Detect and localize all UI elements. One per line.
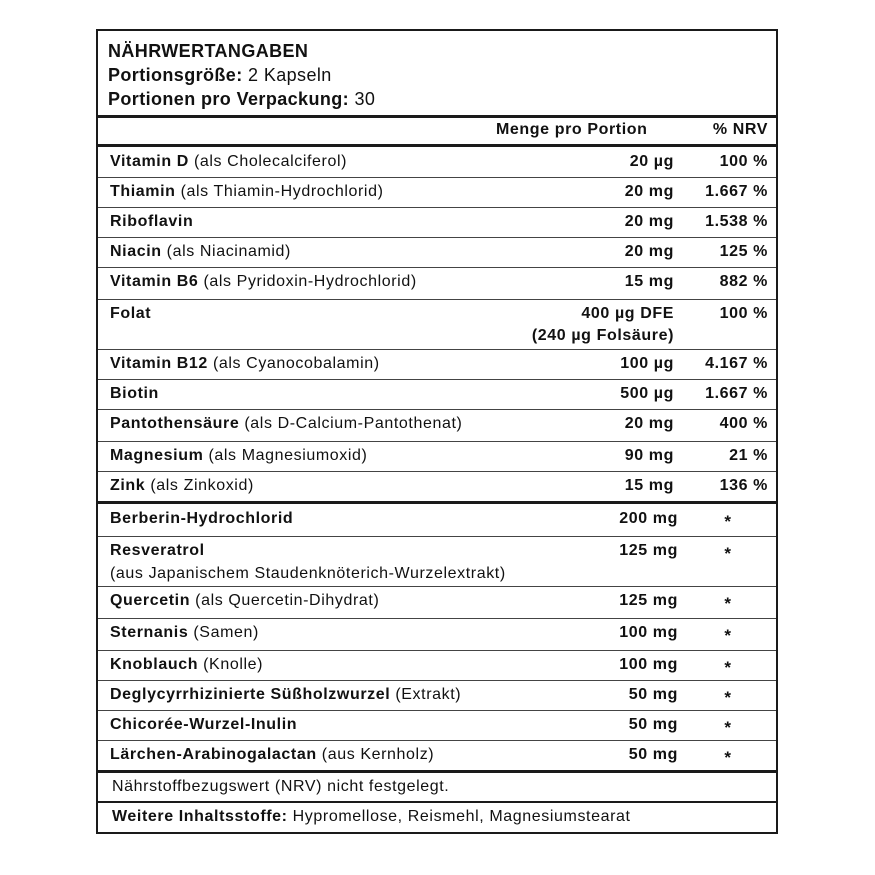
row-divider [98, 710, 776, 711]
nutrient-name-row [110, 591, 379, 611]
nutrient-name: Niacin [110, 243, 162, 260]
header-divider [98, 115, 776, 118]
nutrient-amount [458, 541, 678, 561]
nutrient-nrv: 1.538 % [705, 213, 768, 230]
other-ingredients: Weitere Inhaltsstoffe: Hypromellose, Reismehl, Magnesiumstearat [112, 808, 631, 825]
nutrient-name: Pantothensäure [110, 415, 240, 432]
nutrient-nrv: 100 % [719, 153, 768, 170]
nutrient-nrv: * [724, 658, 732, 677]
nutrient-source: (als Zinkoxid) [150, 477, 254, 494]
row-divider [98, 586, 776, 587]
nutrient-amount-value: 20 mg [624, 213, 674, 230]
nutrient-nrv: 100 % [719, 305, 768, 322]
nutrient-amount-value: 125 mg [619, 542, 678, 559]
nutrient-nrv: 1.667 % [705, 385, 768, 402]
nutrient-nrv: 21 % [729, 447, 768, 464]
nutrient-name-row [110, 152, 347, 172]
nutrient-source: (Extrakt) [395, 686, 462, 703]
nutrient-source: (als Quercetin-Dihydrat) [195, 592, 380, 609]
nutrient-name-row [110, 212, 193, 232]
nutrient-nrv: 136 % [719, 477, 768, 494]
nutrient-amount-value: 15 mg [624, 477, 674, 494]
nutrient-amount [454, 354, 674, 374]
row-divider [98, 349, 776, 350]
nutrient-name-row [110, 476, 254, 496]
nutrient-source: (Samen) [193, 624, 259, 641]
column-header-amount: Menge pro Portion [496, 121, 648, 138]
nutrient-amount [458, 623, 678, 643]
nutrient-amount [458, 685, 678, 705]
nutrient-name-row [110, 384, 159, 404]
row-divider [98, 618, 776, 619]
nutrient-amount [454, 212, 674, 232]
nutrient-name-row [110, 414, 462, 434]
nutrient-source: (als Thiamin-Hydrochlorid) [180, 183, 384, 200]
nutrient-source: (als Magnesiumoxid) [208, 447, 368, 464]
nutrient-nrv: * [724, 626, 732, 645]
row-divider [98, 409, 776, 410]
nutrient-source: (als Cholecalciferol) [193, 153, 348, 170]
nutrient-name: Knoblauch [110, 656, 199, 673]
nutrition-facts-panel [96, 29, 778, 834]
nutrient-amount-value: 20 mg [624, 415, 674, 432]
nutrient-amount [454, 476, 674, 496]
nutrient-amount-value: 90 mg [624, 447, 674, 464]
nutrient-name: Folat [110, 305, 152, 322]
nutrient-name: Sternanis [110, 624, 189, 641]
nutrient-amount [454, 272, 674, 292]
nutrient-amount [458, 655, 678, 675]
nutrient-source: (Knolle) [203, 656, 264, 673]
nutrient-name-row [110, 509, 293, 529]
nutrient-amount-value: 400 µg DFE [581, 305, 674, 322]
nutrient-amount-value: 100 mg [619, 624, 678, 641]
nutrient-amount [458, 591, 678, 611]
nutrient-nrv: 4.167 % [705, 355, 768, 372]
table-bottom-divider [98, 770, 776, 773]
column-header-divider [98, 144, 776, 147]
nutrient-source: (als Pyridoxin-Hydrochlorid) [203, 273, 417, 290]
nutrient-amount-value: 500 µg [620, 385, 674, 402]
nutrient-source: (als Niacinamid) [166, 243, 291, 260]
nutrient-amount-value: 15 mg [624, 273, 674, 290]
nutrient-name-row [110, 745, 434, 765]
nutrient-name: Deglycyrrhizinierte Süßholzwurzel [110, 686, 391, 703]
serving-size: Portionsgröße: 2 Kapseln [108, 65, 332, 85]
nutrient-amount-detail: (240 µg Folsäure) [531, 327, 674, 344]
row-divider [98, 379, 776, 380]
nutrient-name: Berberin-Hydrochlorid [110, 510, 294, 527]
nutrient-amount-value: 50 mg [628, 716, 678, 733]
nutrient-name-row [110, 354, 380, 374]
nutrient-amount-value: 20 µg [629, 153, 674, 170]
row-divider [98, 177, 776, 178]
nutrient-name-row [110, 272, 417, 292]
nutrient-nrv: 400 % [719, 415, 768, 432]
nutrient-nrv: 882 % [719, 273, 768, 290]
nutrient-amount-value: 20 mg [624, 243, 674, 260]
nutrient-name-row [110, 304, 151, 324]
row-divider [98, 740, 776, 741]
nutrient-name-row [110, 623, 259, 643]
nutrient-amount [454, 304, 674, 346]
nutrient-amount-value: 100 µg [620, 355, 674, 372]
nutrient-amount [458, 509, 678, 529]
nutrient-name: Zink [110, 477, 146, 494]
row-divider [98, 237, 776, 238]
nutrient-amount [454, 446, 674, 466]
nutrient-name-row [110, 446, 367, 466]
panel-title: NÄHRWERTANGABEN [108, 41, 309, 61]
nutrient-amount-value: 50 mg [628, 746, 678, 763]
nutrient-name: Thiamin [110, 183, 176, 200]
nutrient-name: Biotin [110, 385, 159, 402]
nutrient-name: Lärchen-Arabinogalactan [110, 746, 317, 763]
row-divider [98, 441, 776, 442]
footnote-divider [98, 801, 776, 803]
nutrient-amount [458, 715, 678, 735]
row-divider [98, 471, 776, 472]
nutrient-name-row [110, 715, 297, 735]
nutrient-name-row [110, 182, 384, 202]
nutrient-nrv: * [724, 512, 732, 531]
servings-per-container: Portionen pro Verpackung: 30 [108, 89, 376, 109]
nutrient-source: (aus Japanischem Staudenknöterich-Wurzelextrakt) [110, 565, 506, 582]
nutrient-name: Resveratrol [110, 542, 205, 559]
nutrient-name-row [110, 685, 461, 705]
nutrient-amount-value: 125 mg [619, 592, 678, 609]
nutrient-name: Vitamin B6 [110, 273, 199, 290]
nutrient-amount [454, 384, 674, 404]
nutrient-amount-value: 100 mg [619, 656, 678, 673]
nutrient-name: Vitamin D [110, 153, 189, 170]
nutrient-name-row [110, 242, 291, 262]
nutrient-name: Chicorée-Wurzel-Inulin [110, 716, 298, 733]
nutrient-name-row [110, 541, 506, 584]
nutrient-source: (als D-Calcium-Pantothenat) [244, 415, 463, 432]
vitamin-section-divider [98, 501, 776, 504]
footnote: Nährstoffbezugswert (NRV) nicht festgelegt. [112, 778, 450, 795]
nutrient-nrv: * [724, 748, 732, 767]
nutrient-amount [454, 414, 674, 434]
nutrient-amount [458, 745, 678, 765]
nutrient-source: (aus Kernholz) [321, 746, 435, 763]
nutrient-name: Riboflavin [110, 213, 194, 230]
nutrient-amount-value: 200 mg [619, 510, 678, 527]
nutrient-nrv: * [724, 688, 732, 707]
row-divider [98, 267, 776, 268]
nutrient-amount-value: 20 mg [624, 183, 674, 200]
row-divider [98, 536, 776, 537]
nutrient-amount [454, 242, 674, 262]
nutrient-name: Vitamin B12 [110, 355, 208, 372]
nutrient-amount-value: 50 mg [628, 686, 678, 703]
row-divider [98, 207, 776, 208]
row-divider [98, 650, 776, 651]
nutrient-nrv: 1.667 % [705, 183, 768, 200]
panel-header [108, 39, 375, 111]
column-header-nrv: % NRV [712, 121, 768, 138]
row-divider [98, 299, 776, 300]
nutrient-nrv: * [724, 718, 732, 737]
nutrient-name: Quercetin [110, 592, 191, 609]
row-divider [98, 680, 776, 681]
nutrient-nrv: 125 % [719, 243, 768, 260]
nutrient-nrv: * [724, 594, 732, 613]
nutrient-nrv: * [724, 544, 732, 563]
nutrient-amount [454, 182, 674, 202]
nutrient-amount [454, 152, 674, 172]
nutrient-name-row [110, 655, 263, 675]
nutrient-name: Magnesium [110, 447, 204, 464]
nutrient-source: (als Cyanocobalamin) [212, 355, 380, 372]
